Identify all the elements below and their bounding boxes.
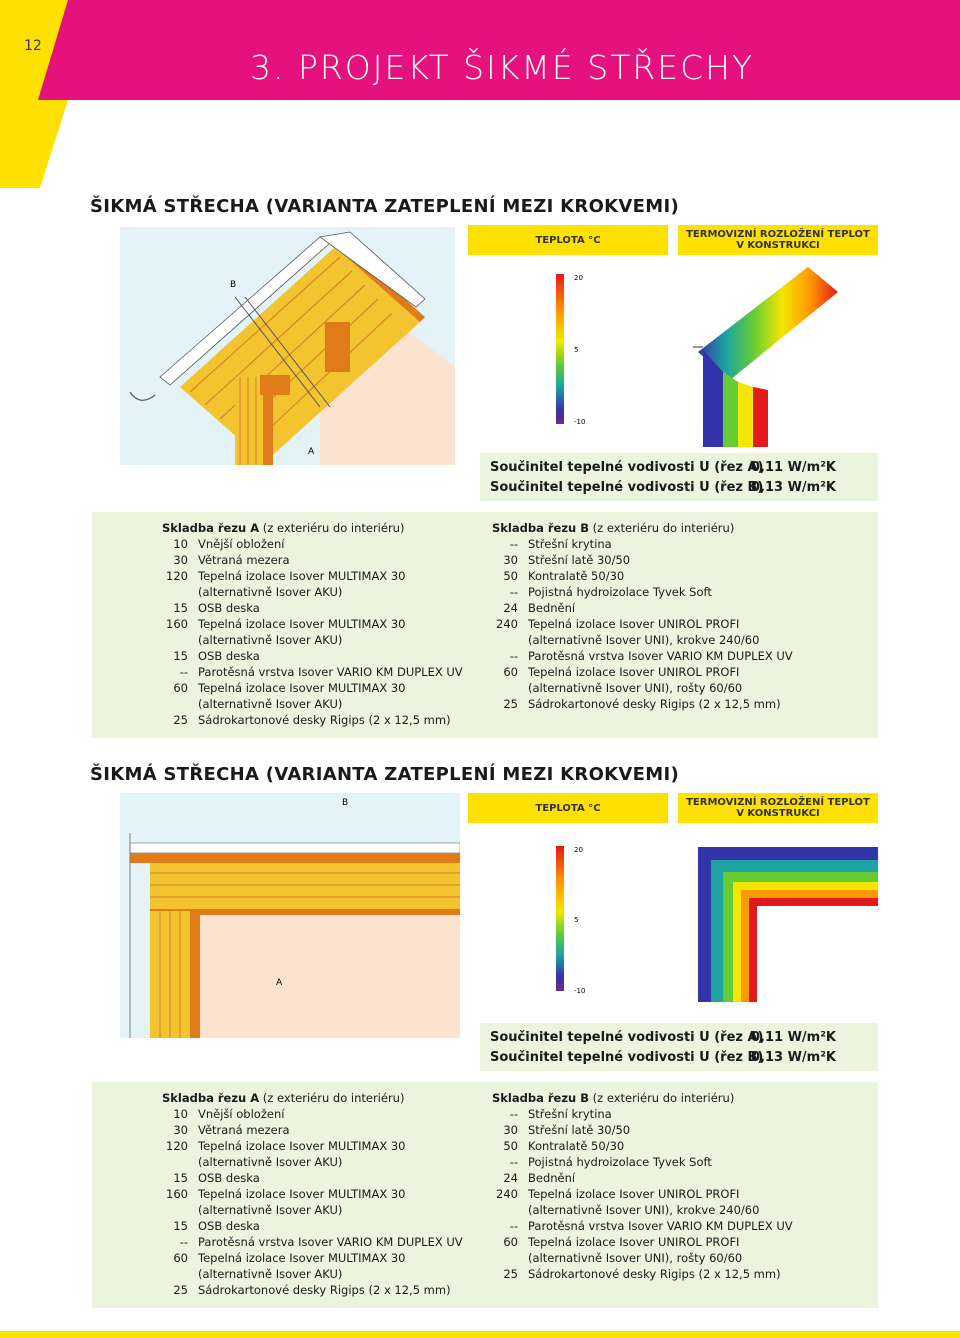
layer-thickness: -- (509, 585, 518, 599)
u-a-label-2: Součinitel tepelné vodivosti U (řez A) (490, 1030, 764, 1045)
layer-material: Střešní latě 30/50 (528, 1123, 631, 1137)
layer-thickness: -- (509, 537, 518, 551)
layer-row (492, 616, 872, 632)
layer-thickness: 240 (496, 1187, 518, 1201)
layer-thickness (492, 680, 528, 696)
layer-row (492, 552, 872, 568)
layer-material: Vnější obložení (198, 537, 285, 551)
layer-row (492, 536, 872, 552)
layer-material: OSB deska (198, 1219, 260, 1233)
thermo-distribution-header: TERMOVIZNÍ ROZLOŽENÍ TEPLOT V KONSTRUKCI (678, 225, 878, 255)
scale-mid-2: 5 (574, 916, 579, 924)
layer-thickness: 15 (173, 649, 188, 663)
u-a-value: 0,11 W/m²K (750, 460, 836, 475)
layer-material: (alternativně Isover UNI), krokve 240/60 (528, 1203, 760, 1217)
thermo-distribution-header-2: TERMOVIZNÍ ROZLOŽENÍ TEPLOT V KONSTRUKCI (678, 793, 878, 823)
thermo-temperature-header-2: TEPLOTA °C (468, 793, 668, 823)
layer-row (492, 1122, 872, 1138)
layer-material: (alternativně Isover AKU) (198, 1155, 343, 1169)
layer-thickness: 60 (173, 681, 188, 695)
composition-b (492, 520, 872, 712)
layer-material: OSB deska (198, 601, 260, 615)
layer-row (162, 1266, 482, 1282)
layer-thickness: -- (509, 649, 518, 663)
layer-thickness: 24 (503, 1171, 518, 1185)
layer-row (162, 568, 482, 584)
layer-row (492, 632, 872, 648)
layer-row (162, 648, 482, 664)
layer-material: Střešní krytina (528, 537, 612, 551)
layer-thickness (162, 696, 198, 712)
layer-row (162, 536, 482, 552)
layer-material: Vnější obložení (198, 1107, 285, 1121)
layer-row (162, 584, 482, 600)
layer-material: Tepelná izolace Isover MULTIMAX 30 (198, 681, 406, 695)
layer-material: (alternativně Isover UNI), krokve 240/60 (528, 633, 760, 647)
layer-material: Větraná mezera (198, 1123, 290, 1137)
scale-bottom: -10 (574, 418, 586, 426)
label-a-2: A (276, 978, 283, 988)
layer-material: OSB deska (198, 1171, 260, 1185)
layer-row (492, 1170, 872, 1186)
layer-row (492, 1186, 872, 1202)
layer-thickness: 25 (173, 1283, 188, 1297)
layer-thickness: -- (179, 1235, 188, 1249)
layer-material: Větraná mezera (198, 553, 290, 567)
layer-thickness (492, 1202, 528, 1218)
layer-thickness: 240 (496, 617, 518, 631)
composition-a-heading: Skladba řezu A (z exteriéru do interiéru) (162, 521, 405, 535)
layer-thickness: 60 (173, 1251, 188, 1265)
layer-thickness (162, 1202, 198, 1218)
layer-material: Tepelná izolace Isover UNIROL PROFI (528, 665, 740, 679)
layer-thickness: 50 (503, 1139, 518, 1153)
layer-material: Tepelná izolace Isover UNIROL PROFI (528, 1235, 740, 1249)
layer-material: OSB deska (198, 649, 260, 663)
layer-row (162, 1106, 482, 1122)
section-2-u-values (480, 1023, 878, 1071)
layer-thickness: 120 (166, 569, 188, 583)
layer-row (162, 1234, 482, 1250)
layer-material: (alternativně Isover UNI), rošty 60/60 (528, 1251, 743, 1265)
layer-material: Sádrokartonové desky Rigips (2 x 12,5 mm) (528, 697, 781, 711)
layer-material: Tepelná izolace Isover UNIROL PROFI (528, 1187, 740, 1201)
section-1-roof-drawing (120, 227, 455, 465)
layer-thickness: -- (509, 1107, 518, 1121)
section-2-roof-drawing (120, 793, 460, 1038)
layer-thickness (162, 1266, 198, 1282)
layer-material: Střešní latě 30/50 (528, 553, 631, 567)
u-a-value-2: 0,11 W/m²K (750, 1030, 836, 1045)
layer-material: (alternativně Isover AKU) (198, 697, 343, 711)
layer-row (492, 600, 872, 616)
scale-top: 20 (574, 274, 583, 282)
layer-row (162, 552, 482, 568)
section-1-thermo-image (468, 262, 878, 447)
layer-row (492, 1202, 872, 1218)
layer-thickness: 25 (503, 697, 518, 711)
layer-row (162, 696, 482, 712)
layer-row (162, 1202, 482, 1218)
layer-thickness: -- (509, 1155, 518, 1169)
page-number: 12 (24, 38, 42, 54)
layer-row (492, 1218, 872, 1234)
layer-row (162, 680, 482, 696)
layer-material: Tepelná izolace Isover MULTIMAX 30 (198, 569, 406, 583)
layer-thickness: 15 (173, 1171, 188, 1185)
u-b-label: Součinitel tepelné vodivosti U (řez B) (490, 480, 764, 495)
layer-row (492, 648, 872, 664)
layer-thickness (492, 1250, 528, 1266)
layer-material: Sádrokartonové desky Rigips (2 x 12,5 mm) (528, 1267, 781, 1281)
section-2-composition (92, 1082, 878, 1308)
composition-a-heading-2: Skladba řezu A (z exteriéru do interiéru) (162, 1091, 405, 1105)
layer-row (162, 1170, 482, 1186)
section-2-thermo-image (468, 832, 878, 1002)
layer-thickness: 15 (173, 1219, 188, 1233)
layer-thickness (162, 632, 198, 648)
layer-row (492, 584, 872, 600)
layer-thickness: 10 (173, 537, 188, 551)
layer-material: Pojistná hydroizolace Tyvek Soft (528, 585, 712, 599)
layer-material: Sádrokartonové desky Rigips (2 x 12,5 mm) (198, 713, 451, 727)
layer-row (162, 664, 482, 680)
u-b-value: 0,13 W/m²K (750, 480, 836, 495)
scale-top-2: 20 (574, 846, 583, 854)
section-1-title: ŠIKMÁ STŘECHA (VARIANTA ZATEPLENÍ MEZI KROKVEMI) (90, 196, 679, 217)
u-b-label-2: Součinitel tepelné vodivosti U (řez B) (490, 1050, 764, 1065)
layer-thickness: 10 (173, 1107, 188, 1121)
layer-material: Kontralatě 50/30 (528, 569, 625, 583)
layer-row (162, 1250, 482, 1266)
bottom-stripe (0, 1331, 960, 1338)
layer-row (492, 1234, 872, 1250)
layer-material: Bednění (528, 601, 576, 615)
layer-row (162, 712, 482, 728)
layer-thickness: 30 (503, 553, 518, 567)
layer-material: Parotěsná vrstva Isover VARIO KM DUPLEX UV (528, 1219, 793, 1233)
layer-thickness: 50 (503, 569, 518, 583)
layer-thickness: 30 (173, 1123, 188, 1137)
layer-row (162, 1122, 482, 1138)
layer-material: Kontralatě 50/30 (528, 1139, 625, 1153)
layer-material: Tepelná izolace Isover MULTIMAX 30 (198, 1187, 406, 1201)
layer-thickness: 30 (503, 1123, 518, 1137)
layer-material: (alternativně Isover AKU) (198, 1203, 343, 1217)
section-2-title: ŠIKMÁ STŘECHA (VARIANTA ZATEPLENÍ MEZI KROKVEMI) (90, 764, 679, 785)
layer-thickness: 24 (503, 601, 518, 615)
layer-row (162, 600, 482, 616)
layer-material: Tepelná izolace Isover MULTIMAX 30 (198, 617, 406, 631)
layer-material: Parotěsná vrstva Isover VARIO KM DUPLEX UV (198, 665, 463, 679)
layer-material: Tepelná izolace Isover UNIROL PROFI (528, 617, 740, 631)
layer-material: Bednění (528, 1171, 576, 1185)
layer-material: Tepelná izolace Isover MULTIMAX 30 (198, 1139, 406, 1153)
layer-row (492, 1154, 872, 1170)
layer-row (162, 632, 482, 648)
layer-material: Tepelná izolace Isover MULTIMAX 30 (198, 1251, 406, 1265)
u-b-value-2: 0,13 W/m²K (750, 1050, 836, 1065)
layer-row (492, 568, 872, 584)
layer-thickness: -- (179, 665, 188, 679)
composition-a (162, 520, 482, 728)
thermo-temperature-header: TEPLOTA °C (468, 225, 668, 255)
layer-thickness: 120 (166, 1139, 188, 1153)
layer-material: (alternativně Isover AKU) (198, 585, 343, 599)
layer-row (492, 664, 872, 680)
layer-thickness: 25 (173, 713, 188, 727)
layer-thickness: 160 (166, 617, 188, 631)
label-b: B (230, 280, 237, 290)
layer-row (162, 1154, 482, 1170)
layer-row (492, 1138, 872, 1154)
layer-row (492, 1106, 872, 1122)
layer-material: Parotěsná vrstva Isover VARIO KM DUPLEX UV (528, 649, 793, 663)
layer-row (162, 1282, 482, 1298)
layer-row (162, 616, 482, 632)
layer-thickness (162, 1154, 198, 1170)
composition-b-2 (492, 1090, 872, 1282)
layer-row (492, 1266, 872, 1282)
layer-row (492, 696, 872, 712)
layer-row (162, 1218, 482, 1234)
layer-row (162, 1138, 482, 1154)
composition-b-heading-2: Skladba řezu B (z exteriéru do interiéru) (492, 1091, 735, 1105)
layer-row (492, 1250, 872, 1266)
layer-thickness: 60 (503, 1235, 518, 1249)
section-1-composition (92, 512, 878, 738)
layer-thickness: 60 (503, 665, 518, 679)
page-title: 3. PROJEKT ŠIKMÉ STŘECHY (250, 48, 755, 87)
layer-thickness: 25 (503, 1267, 518, 1281)
layer-material: Pojistná hydroizolace Tyvek Soft (528, 1155, 712, 1169)
layer-material: (alternativně Isover UNI), rošty 60/60 (528, 681, 743, 695)
composition-b-heading: Skladba řezu B (z exteriéru do interiéru) (492, 521, 735, 535)
composition-a-2 (162, 1090, 482, 1298)
scale-bottom-2: -10 (574, 987, 586, 995)
layer-thickness (492, 632, 528, 648)
layer-thickness: 30 (173, 553, 188, 567)
label-b-2: B (342, 798, 349, 808)
u-a-label: Součinitel tepelné vodivosti U (řez A) (490, 460, 764, 475)
layer-material: (alternativně Isover AKU) (198, 1267, 343, 1281)
layer-thickness: 15 (173, 601, 188, 615)
layer-thickness: -- (509, 1219, 518, 1233)
layer-thickness: 160 (166, 1187, 188, 1201)
layer-material: Sádrokartonové desky Rigips (2 x 12,5 mm) (198, 1283, 451, 1297)
layer-thickness (162, 584, 198, 600)
layer-material: Parotěsná vrstva Isover VARIO KM DUPLEX UV (198, 1235, 463, 1249)
layer-row (162, 1186, 482, 1202)
label-a: A (308, 447, 315, 457)
section-1-u-values (480, 453, 878, 501)
layer-material: Střešní krytina (528, 1107, 612, 1121)
layer-row (492, 680, 872, 696)
scale-mid: 5 (574, 346, 579, 354)
layer-material: (alternativně Isover AKU) (198, 633, 343, 647)
